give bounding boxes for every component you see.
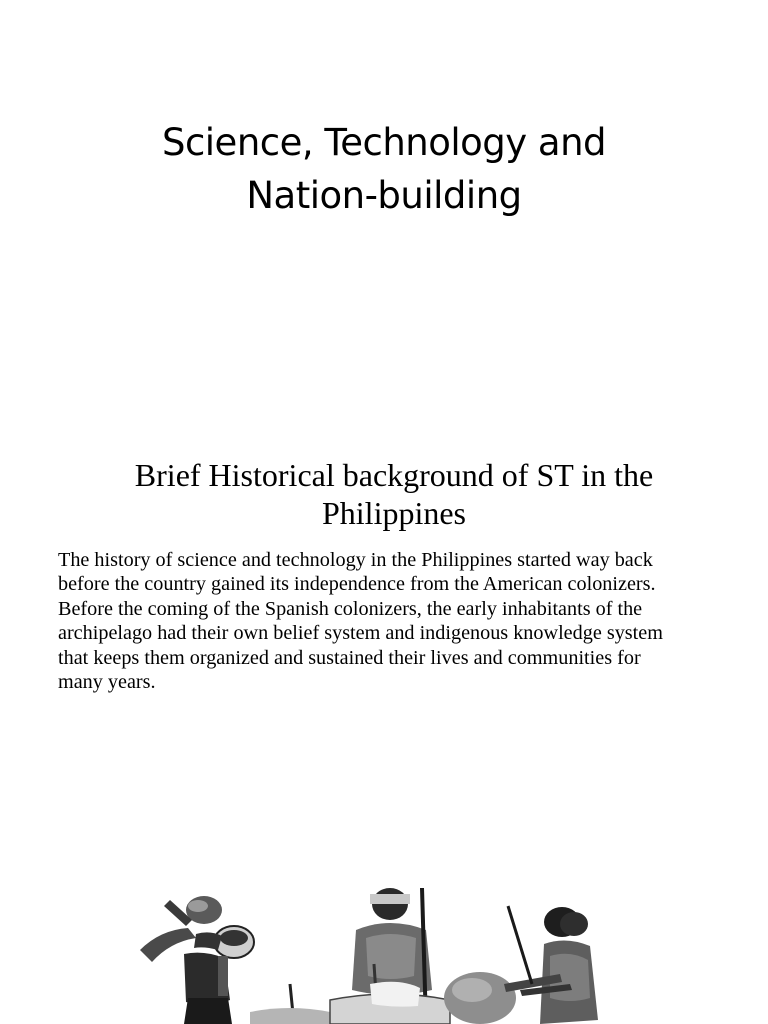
figure-right bbox=[444, 906, 598, 1024]
slide-title-line-2: Nation-building bbox=[246, 174, 522, 217]
paragraph-line: Before the coming of the Spanish colonizers, the early inhabitants of the bbox=[58, 597, 643, 620]
paragraph-line: archipelago had their own belief system and indigenous knowledge system bbox=[58, 622, 663, 645]
paragraph-line: many years. bbox=[58, 671, 156, 694]
slide-title-line-1: Science, Technology and bbox=[161, 121, 607, 164]
indigenous-people-working-photo-icon bbox=[100, 880, 640, 1024]
slide-title bbox=[84, 116, 684, 222]
section-heading bbox=[60, 456, 728, 532]
section-heading-line-1: Brief Historical background of ST in the bbox=[134, 457, 654, 493]
figure-middle bbox=[330, 888, 450, 1024]
figure-left bbox=[140, 896, 330, 1024]
paragraph-line: The history of science and technology in the Philippines started way back bbox=[58, 549, 653, 571]
paragraph-line: that keeps them organized and sustained their lives and communities for bbox=[58, 646, 641, 669]
paragraph-line: before the country gained its independence from the American colonizers. bbox=[58, 573, 656, 596]
section-heading-line-2: Philippines bbox=[321, 495, 466, 531]
history-paragraph bbox=[58, 548, 748, 694]
